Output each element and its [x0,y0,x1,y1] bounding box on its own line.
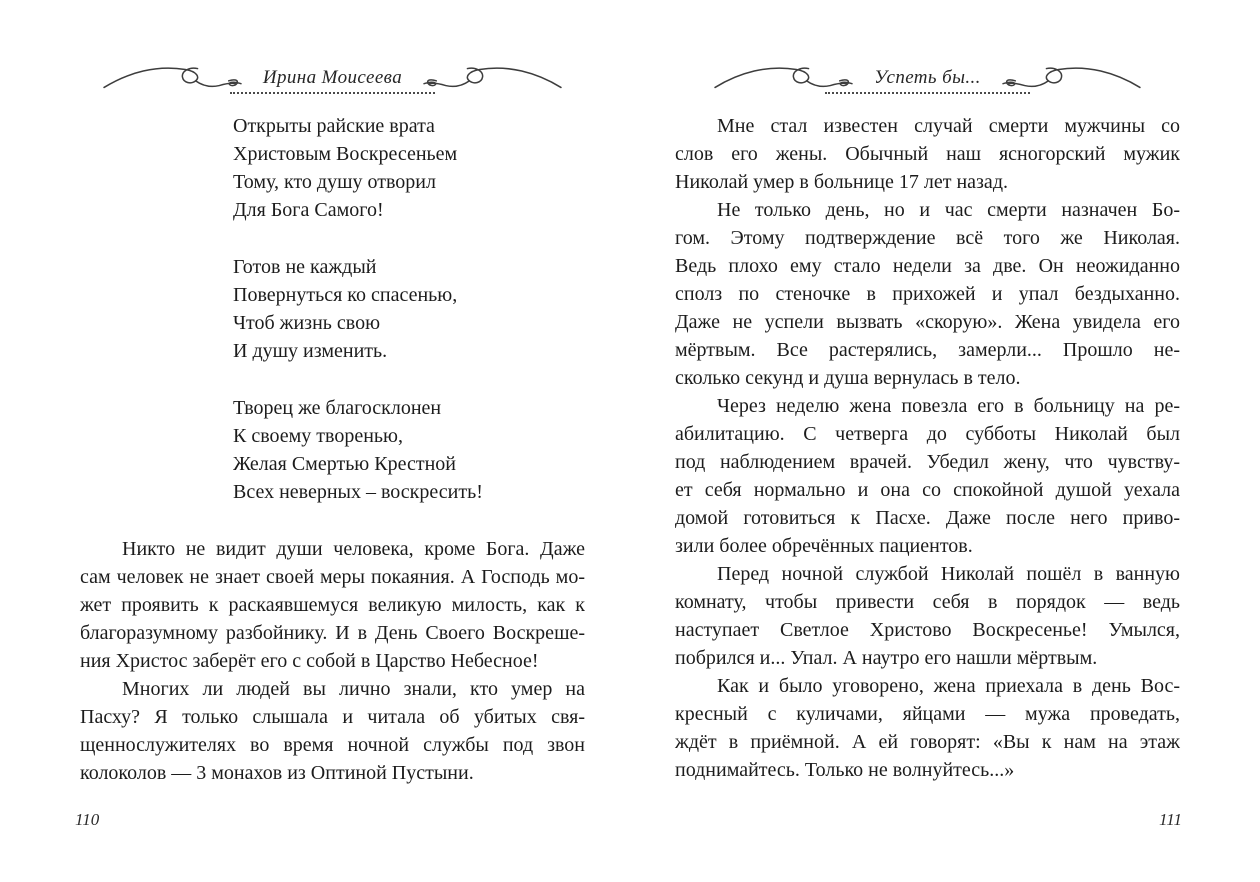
paragraph [675,672,1180,784]
poem-stanza [233,394,585,506]
page-header-left [80,60,585,98]
page-right-text [675,112,1180,784]
text-line: жет проявить к раскаявшемуся великую милость, как к [80,594,585,616]
paragraph [675,560,1180,672]
text-line: Как и было уговорено, жена приехала в день Вос- [717,675,1180,697]
text-line: домой готовиться к Пасхе. Даже после него приво- [675,507,1180,529]
text-line: наступает Светлое Христово Воскресенье! Умылся, [675,619,1180,641]
text-line: абилитацию. С четверга до субботы Николай был [675,423,1180,445]
text-line: Многих ли людей вы лично знали, кто умер на [122,678,585,700]
paragraph [675,196,1180,392]
page-number-left: 110 [75,810,100,829]
text-line: ния Христос заберёт его с собой в Царство Небесное! [80,650,539,672]
header-row-left [80,60,585,96]
poem-line: Всех неверных – воскресить! [233,481,483,503]
text-line: сполз по стеночке в прихожей и упал бездыханно. [675,283,1180,305]
text-line: мёртвым. Все растерялись, замерли... Прошло не- [675,339,1180,361]
text-line: гом. Этому подтверждение всё того же Николая. [675,227,1180,249]
text-line: слов его жены. Обычный наш ясногорский мужик [675,143,1180,165]
text-line: ждёт в приёмной. А ей говорят: «Вы к нам на этаж [675,731,1180,753]
poem-line: Открыты райские врата [233,115,435,137]
poem-line: Готов не каждый [233,256,377,278]
poem-stanza [233,253,585,365]
poem-line: И душу изменить. [233,340,388,362]
flourish-left-icon [710,61,858,95]
page-right [630,0,1260,882]
text-line: колоколов — 3 монахов из Оптиной Пустыни. [80,762,474,784]
poem-line: Творец же благосклонен [233,397,442,419]
paragraph [80,535,585,675]
running-head-author: Ирина Моисеева [262,67,403,88]
text-line: под наблюдением врачей. Убедил жену, что чувству- [675,451,1180,473]
text-line: сам человек не знает своей меры покаяния. А Господь мо- [80,566,585,588]
flourish-left-icon [99,61,247,95]
page-left-text [80,112,585,787]
text-line: щеннослужителях во время ночной службы под звон [80,734,585,756]
text-line: Ведь плохо ему стало недели за две. Он неожиданно [675,255,1180,277]
page-number-right: 111 [1159,810,1182,829]
header-row-right [675,60,1180,96]
paragraphs [80,535,585,787]
dotted-rule-right [825,92,1030,94]
text-line: Даже не успели вызвать «скорую». Жена увидела его [675,311,1180,333]
poem [233,112,585,506]
poem-line: Христовым Воскресеньем [233,143,458,165]
paragraph [80,675,585,787]
poem-line: К своему творенью, [233,425,403,447]
text-line: зили более обречённых пациентов. [675,535,973,557]
poem-line: Чтоб жизнь свою [233,312,381,334]
text-line: Не только день, но и час смерти назначен Бо- [717,199,1180,221]
poem-line: Желая Смертью Крестной [233,453,456,475]
poem-stanza [233,112,585,224]
paragraphs [675,112,1180,784]
text-line: благоразумному разбойнику. И в День Своего Воскреше- [80,622,585,644]
poem-line: Тому, кто душу отворил [233,171,436,193]
page-right-column [675,60,1180,784]
paragraph [675,392,1180,560]
text-line: Мне стал известен случай смерти мужчины со [717,115,1180,137]
flourish-right-icon [997,61,1145,95]
text-line: Николай умер в больнице 17 лет назад. [675,171,1008,193]
text-line: комнату, чтобы привести себя в порядок — ведь [675,591,1180,613]
paragraph [675,112,1180,196]
text-line: Перед ночной службой Николай пошёл в ванную [717,563,1180,585]
text-line: сколько секунд и душа вернулась в тело. [675,367,1021,389]
poem-line: Повернуться ко спасенью, [233,284,458,306]
text-line: Никто не видит души человека, кроме Бога. Даже [122,538,585,560]
running-head-chapter: Успеть бы... [874,67,981,88]
text-line: ет себя нормально и она со спокойной душой уехала [675,479,1180,501]
dotted-rule-left [230,92,435,94]
text-line: Пасху? Я только слышала и читала об убитых свя- [80,706,585,728]
flourish-right-icon [418,61,566,95]
text-line: побрился и... Упал. А наутро его нашли мёртвым. [675,647,1098,669]
page-left-column [80,60,585,787]
text-line: Через неделю жена повезла его в больницу на ре- [717,395,1180,417]
poem-line: Для Бога Самого! [233,199,384,221]
page-header-right [675,60,1180,98]
text-line: поднимайтесь. Только не волнуйтесь...» [675,759,1015,781]
text-line: кресный с куличами, яйцами — мужа проведать, [675,703,1180,725]
